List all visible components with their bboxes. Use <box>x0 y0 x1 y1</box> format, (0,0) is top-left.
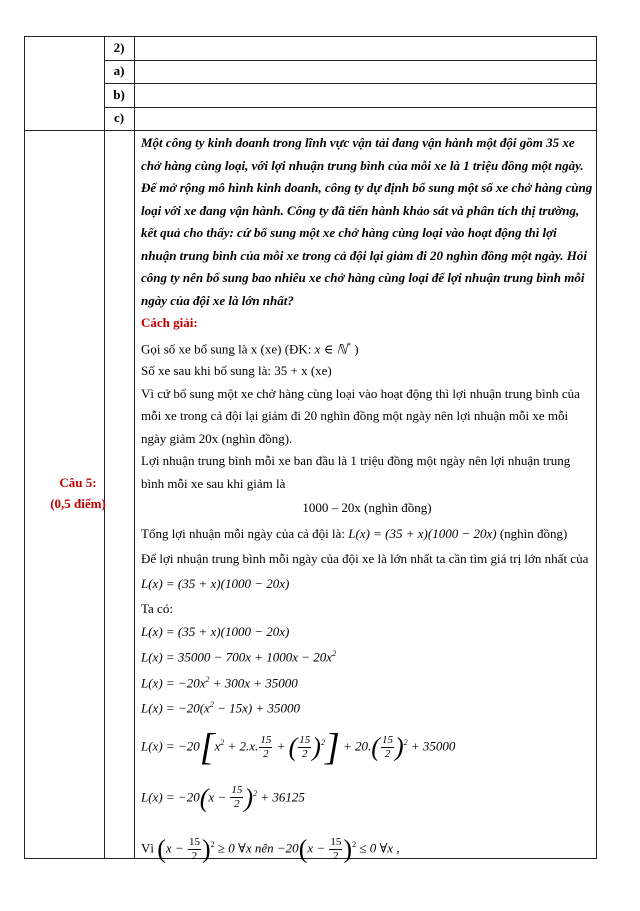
solution-line-7: Để lợi nhuận trung bình mỗi ngày của đội xe là lớn nhất ta cần tìm giá trị lớn nhất của <box>141 551 589 567</box>
l1-end: ) <box>350 340 359 356</box>
question-content <box>141 132 593 873</box>
row-label-2: 2) <box>113 40 125 55</box>
l1-math: x ∈ ℕ <box>314 340 347 356</box>
e5-paren-close: ) <box>312 732 321 762</box>
frac-den: 2 <box>263 748 269 761</box>
e5-d: + <box>273 738 289 754</box>
frac-den: 2 <box>384 748 391 761</box>
equation-2 <box>141 643 593 668</box>
e4-a: L(x) = −20(x <box>141 700 210 716</box>
question-title: Câu 5: <box>59 475 97 490</box>
e5-sup3: 2 <box>403 738 408 748</box>
e6-a: L(x) = −20 <box>141 788 200 804</box>
solution-line-4: Lợi nhuận trung bình mỗi xe ban đầu là 1 triệu đồng một ngày nên lợi nhuận trung bình mỗi xe sau khi giảm là <box>141 453 571 491</box>
question-points: (0,5 điểm) <box>50 496 106 511</box>
table-divider-1 <box>104 36 105 859</box>
e7-sup2: 2 <box>352 839 357 849</box>
e7-b2: x − <box>307 840 329 856</box>
l1-text: Gọi số xe bổ sung là x (xe) (ĐK: <box>141 340 315 356</box>
e7-a: Vì <box>141 840 158 856</box>
table-border-left <box>24 36 25 859</box>
frac-num: 15 <box>188 835 200 848</box>
frac-den: 2 <box>333 849 339 862</box>
fraction-15-2 <box>230 784 243 811</box>
equation-7 <box>141 820 593 873</box>
l6-text: Tổng lợi nhuận mỗi ngày của cả đội là: <box>141 526 349 542</box>
frac-num: 15 <box>260 734 272 747</box>
e6-sup: 2 <box>253 788 258 798</box>
e7-sup: 2 <box>210 839 215 849</box>
frac-num: 15 <box>330 835 342 848</box>
solution-line-8: L(x) = (35 + x)(1000 − 20x) <box>141 576 290 592</box>
e3-a: L(x) = −20x <box>141 674 206 690</box>
l1-sup: * <box>346 340 351 350</box>
row-line-4 <box>24 130 597 131</box>
row-line-2 <box>104 83 597 84</box>
equation-3 <box>141 669 593 694</box>
e5-bracket-close: ] <box>324 726 340 769</box>
frac-num: 15 <box>299 734 311 747</box>
e3-b: + 300x + 35000 <box>209 674 298 690</box>
problem-statement: Một công ty kinh doanh trong lĩnh vực vận tải đang vận hành một đội gồm 35 xe chở hàng cùng loại, với lợi nhuận trung bình của mỗi xe là 1 triệu đồng một ngày. Để mở rộng mô hình kinh doanh, công ty dự định bổ sung một số xe chở hàng cùng loại với xe đang vận hành. Công ty đã tiến hành khảo sát và phân tích thị trường, kết quả cho thấy: cứ bổ sung một xe chở hàng cùng loại vào hoạt động thì lợi nhuận trung bình của mỗi xe trong cả đội lại giảm đi 20 nghìn đồng một ngày. Hỏi công ty nên bổ sung bao nhiêu xe chở hàng cùng loại để lợi nhuận trung bình mỗi ngày của đội xe là lớn nhất? <box>141 135 593 308</box>
e4-b: − 15x) + 35000 <box>213 700 300 716</box>
e5-paren-open: ( <box>288 732 298 762</box>
frac-num: 15 <box>231 784 243 797</box>
fraction-15-2 <box>188 836 201 863</box>
solution-line-1 <box>141 335 593 361</box>
table-divider-2 <box>134 36 135 859</box>
frac-den: 2 <box>234 798 240 811</box>
l6-math: L(x) = (35 + x)(1000 − 20x) <box>348 526 497 542</box>
frac-num: 15 <box>381 734 393 747</box>
e5-f: + 35000 <box>407 738 456 754</box>
e5-e: + 20. <box>339 738 372 754</box>
equation-5 <box>141 719 593 770</box>
solution-line-5: 1000 – 20x (nghìn đồng) <box>302 500 432 516</box>
fraction-15-2 <box>329 836 342 863</box>
e5-sup2: 2 <box>320 738 325 748</box>
row-label-c: c) <box>113 110 125 125</box>
e7-paren-close-2: ) <box>343 834 353 864</box>
fraction-15-2 <box>298 734 311 761</box>
e7-c: ≥ 0 ∀x nên −20 <box>214 840 299 856</box>
frac-den: 2 <box>302 748 308 761</box>
fraction-15-2 <box>381 734 394 761</box>
e6-b: x − <box>208 788 230 804</box>
fraction-15-2 <box>259 734 272 761</box>
e5-a: L(x) = −20 <box>141 738 200 754</box>
e5-sup1: 2 <box>220 738 225 748</box>
e5-paren-close-2: ) <box>394 732 404 762</box>
e5-b: x <box>214 738 221 754</box>
row-label-b: b) <box>113 87 125 102</box>
table-border-right <box>596 36 597 859</box>
e6-paren-close: ) <box>244 782 254 812</box>
e5-c: + 2.x. <box>224 738 259 754</box>
row-label-a: a) <box>113 63 125 78</box>
l6-end: (nghìn đồng) <box>496 526 568 542</box>
e5-bracket-open: [ <box>199 726 215 769</box>
answer-table <box>24 36 597 864</box>
table-border-top <box>24 36 597 37</box>
e7-d: ≤ 0 ∀x , <box>356 840 400 856</box>
equation-4 <box>141 694 593 719</box>
e7-b: x − <box>165 840 187 856</box>
e6-paren-open: ( <box>199 782 209 812</box>
solution-line-6 <box>141 521 593 546</box>
e7-paren-open-2: ( <box>298 834 308 864</box>
row-line-1 <box>104 60 597 61</box>
e2-sup: 2 <box>332 649 337 659</box>
e2-main: L(x) = 35000 − 700x + 1000x − 20x <box>141 649 333 665</box>
e7-paren-close: ) <box>201 834 211 864</box>
solution-heading: Cách giải: <box>141 315 198 330</box>
solution-line-3: Vì cứ bổ sung một xe chở hàng cùng loại vào hoạt động thì lợi nhuận trung bình của mỗi xe trong cả đội lại giảm đi 20 nghìn đồng một ngày nên lợi nhuận mỗi xe mỗi ngày giảm 20x (nghìn đồng). <box>141 385 580 446</box>
equation-1: L(x) = (35 + x)(1000 − 20x) <box>141 624 290 640</box>
solution-line-2: Số xe sau khi bổ sung là: 35 + x (xe) <box>141 363 332 379</box>
e7-paren-open: ( <box>157 834 166 864</box>
solution-line-9: Ta có: <box>141 601 173 617</box>
e5-paren-open-2: ( <box>371 732 380 762</box>
question-number <box>24 472 132 514</box>
e4-sup: 2 <box>209 699 214 709</box>
equation-6 <box>141 771 593 820</box>
frac-den: 2 <box>191 849 198 862</box>
row-line-3 <box>104 107 597 108</box>
e6-c: + 36125 <box>257 788 305 804</box>
e3-sup: 2 <box>205 674 210 684</box>
